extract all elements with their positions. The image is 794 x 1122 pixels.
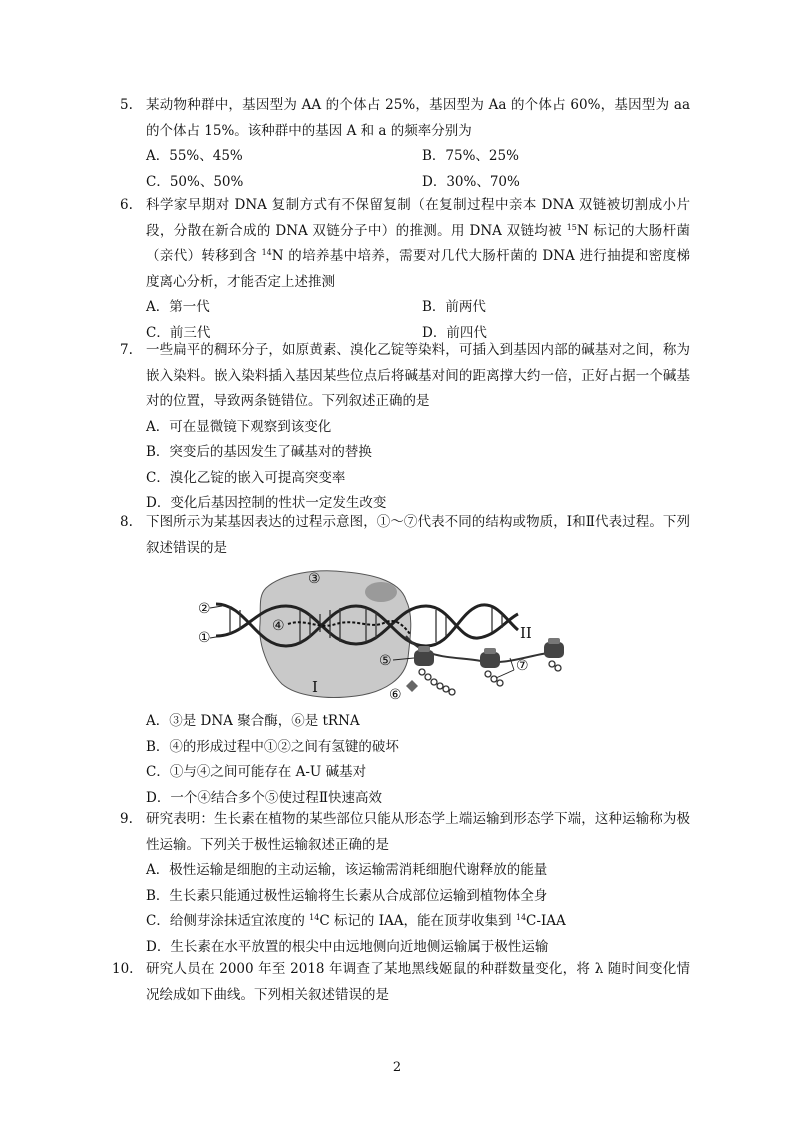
question-number: 10. xyxy=(112,961,134,977)
option-a[interactable]: A．55%、45% xyxy=(146,148,243,164)
question-stem: 某动物种群中，基因型为 AA 的个体占 25%，基因型为 Aa 的个体占 60%，基因型为 aa 的个体占 15%。该种群中的基因 A 和 a 的频率分别为 xyxy=(146,97,690,139)
question-number: 6. xyxy=(120,197,133,213)
option-b[interactable]: B．生长素只能通过极性运输将生长素从合成部位运输到植物体全身 xyxy=(146,887,548,904)
question-number: 8. xyxy=(120,514,133,530)
question-8-options xyxy=(120,709,690,811)
figure-label-6: ⑥ xyxy=(389,687,402,703)
question-10 xyxy=(112,957,690,1008)
process-label-1: I xyxy=(312,678,318,696)
question-9 xyxy=(120,807,690,960)
figure-label-2: ② xyxy=(198,601,211,617)
ribosome xyxy=(480,648,500,668)
gene-expression-figure xyxy=(196,566,586,706)
figure-label-5: ⑤ xyxy=(379,653,392,669)
option-b[interactable]: B．④的形成过程中①②之间有氢键的破坏 xyxy=(146,738,399,755)
option-a[interactable]: A．可在显微镜下观察到该变化 xyxy=(146,418,332,435)
question-stem: 研究表明：生长素在植物的某些部位只能从形态学上端运输到形态学下端，这种运输称为极性运输。下列关于极性运输叙述正确的是 xyxy=(146,811,690,853)
option-a[interactable]: A．③是 DNA 聚合酶，⑥是 tRNA xyxy=(146,713,360,729)
option-b[interactable]: B．前两代 xyxy=(422,299,486,315)
question-stem: 研究人员在 2000 年至 2018 年调查了某地黑线姬鼠的种群数量变化，将 λ 随时间变化情况绘成如下曲线。下列相关叙述错误的是 xyxy=(146,961,690,1003)
figure-label-3: ③ xyxy=(308,571,321,587)
options-row xyxy=(146,144,690,170)
ribosome xyxy=(414,646,434,666)
option-b[interactable]: B．75%、25% xyxy=(422,148,519,164)
options-row xyxy=(146,295,690,321)
question-6 xyxy=(120,193,690,346)
figure-label-4: ④ xyxy=(272,618,285,634)
question-5 xyxy=(120,93,690,195)
option-c[interactable]: C．前三代 xyxy=(146,324,211,341)
question-8 xyxy=(120,510,690,561)
question-7 xyxy=(120,338,690,517)
option-c[interactable]: C．①与④之间可能存在 A-U 碱基对 xyxy=(146,764,367,780)
option-d[interactable]: D．一个④结合多个⑤使过程Ⅱ快速高效 xyxy=(146,789,382,806)
question-number: 5. xyxy=(120,97,133,113)
question-stem: 科学家早期对 DNA 复制方式有不保留复制（在复制过程中亲本 DNA 双链被切割成小片段，分散在新合成的 DNA 双链分子中）的推测。用 DNA 双链均被 $^{15}$N 标记的大肠杆菌（亲代）转移到含 $^{14}$N 的培养基中培养，需要对几代大肠杆菌的 DNA 进行抽提和密度梯度离心分析，才能否定上述推测 xyxy=(146,197,691,290)
option-d[interactable]: D．生长素在水平放置的根尖中由远地侧向近地侧运输属于极性运输 xyxy=(146,938,549,955)
option-a[interactable]: A．极性运输是细胞的主动运输，该运输需消耗细胞代谢释放的能量 xyxy=(146,862,548,878)
process-label-2: II xyxy=(520,624,532,642)
option-d[interactable]: D．变化后基因控制的性状一定发生改变 xyxy=(146,495,387,511)
question-stem: 一些扁平的稠环分子，如原黄素、溴化乙锭等染料，可插入到基因内部的碱基对之间，称为嵌入染料。嵌入染料插入基因某些位点后将碱基对间的距离撑大约一倍，正好占据一个碱基对的位置，导致两条链错位。下列叙述正确的是 xyxy=(146,342,690,409)
options-row xyxy=(146,170,690,196)
figure-label-7: ⑦ xyxy=(516,658,529,674)
question-number: 9. xyxy=(120,811,133,827)
option-c[interactable]: C．50%、50% xyxy=(146,173,244,190)
option-c[interactable]: C．给侧芽涂抹适宜浓度的 $^{14}$C 标记的 IAA，能在顶芽收集到 $^{14}$C-IAA xyxy=(146,913,566,929)
option-a[interactable]: A．第一代 xyxy=(146,299,210,315)
question-stem: 下图所示为某基因表达的过程示意图，①～⑦代表不同的结构或物质，Ⅰ和Ⅱ代表过程。下列叙述错误的是 xyxy=(146,514,690,556)
option-d[interactable]: D．30%、70% xyxy=(422,173,520,190)
question-number: 7. xyxy=(120,342,133,358)
figure-label-1: ① xyxy=(198,630,211,646)
option-d[interactable]: D．前四代 xyxy=(422,324,487,341)
page-number: 2 xyxy=(392,1060,402,1075)
ribosome xyxy=(544,638,564,658)
enzyme-shade xyxy=(365,582,397,602)
option-b[interactable]: B．突变后的基因发生了碱基对的替换 xyxy=(146,444,372,460)
trna-shape xyxy=(406,680,418,692)
option-c[interactable]: C．溴化乙锭的嵌入可提高突变率 xyxy=(146,469,346,486)
